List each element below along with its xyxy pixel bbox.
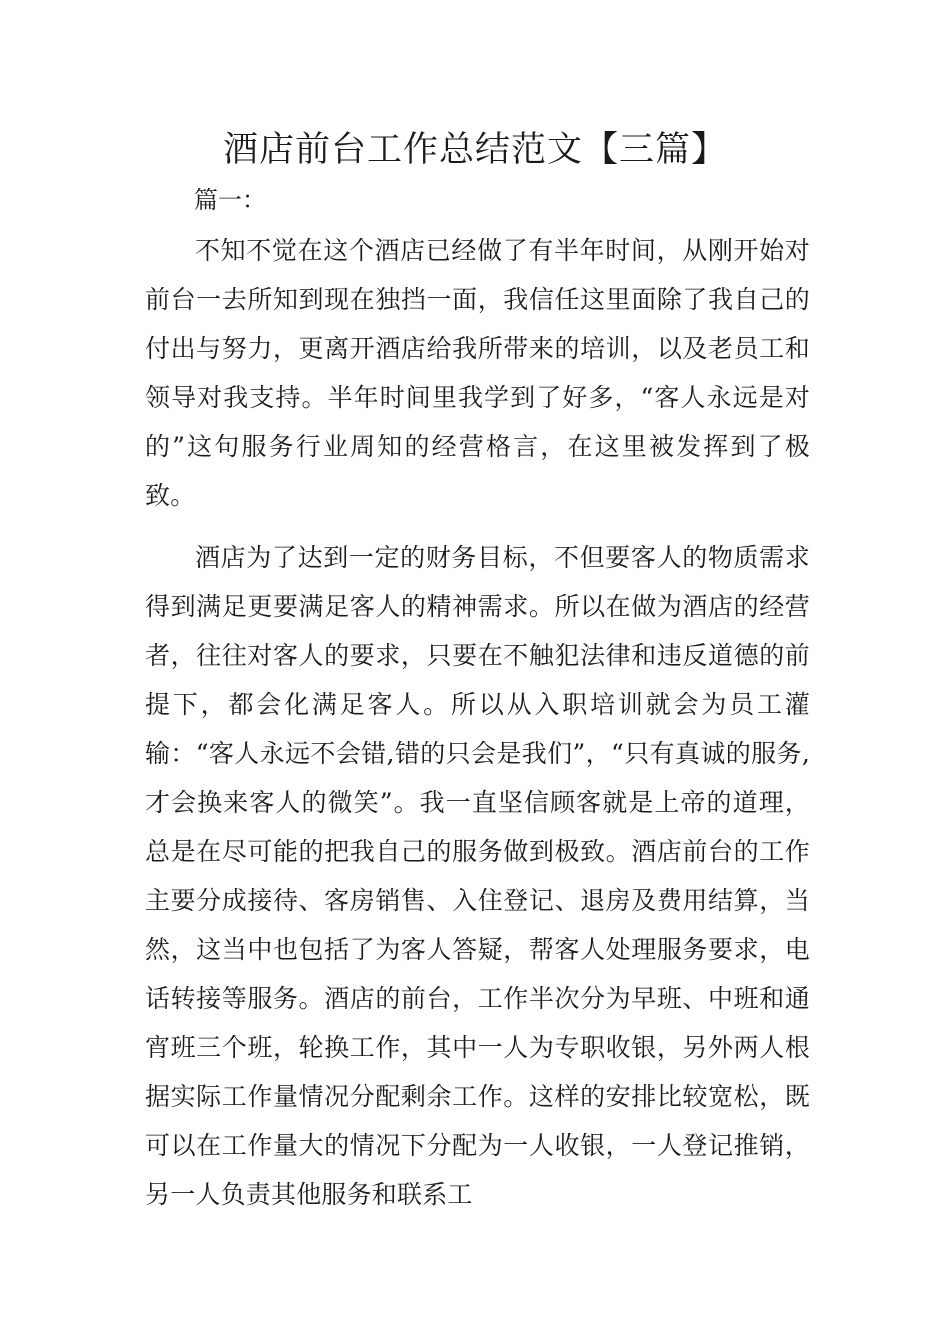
section-label: 篇一：: [194, 186, 266, 214]
document-title: 酒店前台工作总结范文【三篇】: [222, 130, 727, 170]
paragraph-2: 酒店为了达到一定的财务目标，不但要客人的物质需求得到满足更要满足客人的精神需求。所以在做为酒店的经营者，往往对客人的要求，只要在不触犯法律和违反道德的前提下，都会化满足客人。所以从入职培训就会为员工灌输：“客人永远不会错,错的只会是我们”，“只有真诚的服务,才会换来客人的微笑”。我一直坚信顾客就是上帝的道理，总是在尽可能的把我自己的服务做到极致。酒店前台的工作主要分成接待、客房销售、入住登记、退房及费用结算，当然，这当中也包括了为客人答疑，帮客人处理服务要求，电话转接等服务。酒店的前台，工作半次分为早班、中班和通宵班三个班，轮换工作，其中一人为专职收银，另外两人根据实际工作量情况分配剩余工作。这样的安排比较宽松，既可以在工作量大的情况下分配为一人收银，一人登记推销，另一人负责其他服务和联系工: [145, 543, 810, 1209]
paragraph-1: 不知不觉在这个酒店已经做了有半年时间，从刚开始对前台一去所知到现在独挡一面，我信任这里面除了我自己的付出与努力，更离开酒店给我所带来的培训，以及老员工和领导对我支持。半年时间里我学到了好多，“客人永远是对的”这句服务行业周知的经营格言，在这里被发挥到了极致。: [145, 236, 810, 510]
document-body: [145, 226, 810, 1219]
